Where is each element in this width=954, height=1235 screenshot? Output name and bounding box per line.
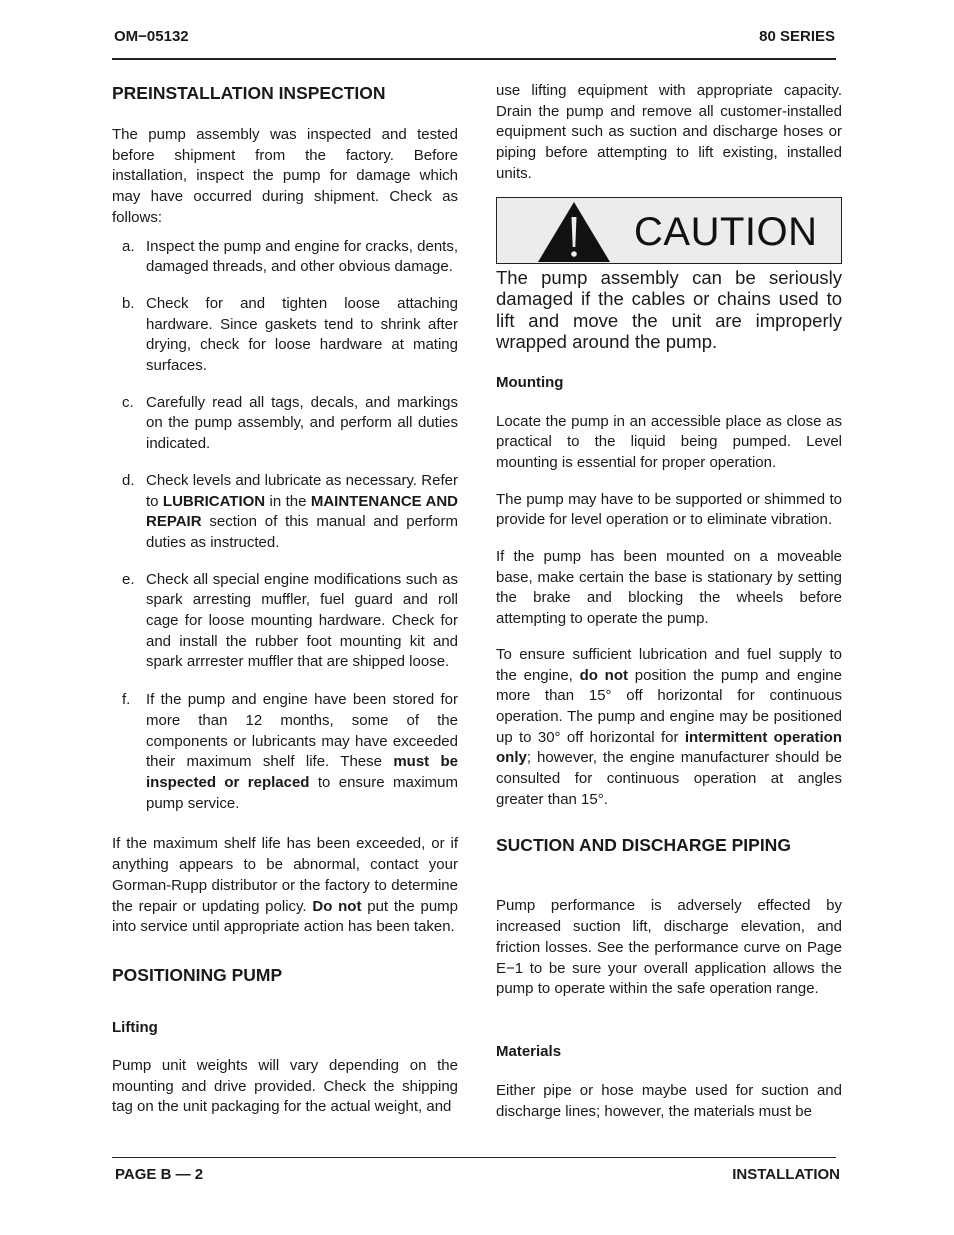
shelf-life-paragraph: If the maximum shelf life has been exceeded, or if anything appears to be abnormal, contact your Gorman-Rupp distributor or the factory to determine the repair or updating policy. Do not put the pump into service until appropriate action has been taken.: [112, 835, 458, 936]
page-number: PAGE B — 2: [115, 1166, 204, 1183]
caution-box: [496, 197, 842, 264]
lifting-heading: Lifting: [112, 1018, 158, 1036]
list-item-text: Check all special engine modifications such as spark arresting muffler, fuel guard and roll cage for loose mounting hardware. Check for and install the rubber foot mounting kit and spark arrrester muffler that are shipped loose.: [146, 570, 458, 671]
list-item-label: d.: [122, 471, 135, 489]
list-item: [112, 237, 458, 278]
list-item-label: e.: [122, 570, 135, 588]
mounting-paragraph-3: If the pump has been mounted on a moveable base, make certain the base is stationary by setting the brake and blocking the wheels before attempting to operate the pump.: [496, 548, 842, 628]
list-item: [112, 471, 458, 554]
mounting-heading: Mounting: [496, 373, 564, 391]
list-item: [112, 690, 458, 814]
right-column: [496, 81, 842, 1122]
materials-paragraph: Either pipe or hose maybe used for suction and discharge lines; however, the materials must be: [496, 1081, 842, 1120]
footer-rule: [112, 1157, 836, 1158]
list-item-text: Check levels and lubricate as necessary. Refer to LUBRICATION in the MAINTENANCE AND REPAIR section of this manual and perform duties as instructed.: [146, 471, 458, 551]
list-item-text: Inspect the pump and engine for cracks, dents, damaged threads, and other obvious damage.: [146, 237, 458, 276]
list-item-text: If the pump and engine have been stored for more than 12 months, some of the components or lubricants may have exceeded their maximum shelf life. These must be inspected or replaced to ensure maximum pump service.: [146, 691, 458, 812]
lifting-paragraph: Pump unit weights will vary depending on the mounting and drive provided. Check the shipping tag on the unit packaging for the actual weight, and: [112, 1056, 458, 1116]
caution-message: The pump assembly can be seriously damaged if the cables or chains used to lift and move the unit are improperly wrapped around the pump.: [496, 266, 842, 353]
mounting-paragraph-2: The pump may have to be supported or shimmed to provide for level operation or to eliminate vibration.: [496, 490, 842, 529]
list-item-label: b.: [122, 294, 135, 312]
suction-paragraph: Pump performance is adversely effected by increased suction lift, discharge elevation, and friction losses. See the performance curve on Page E−1 to be sure your overall application allows the pump to operate within the safe operation range.: [496, 897, 842, 998]
preinstallation-heading: PREINSTALLATION INSPECTION: [112, 83, 386, 103]
doc-number: OM−05132: [114, 28, 189, 45]
header-rule: [112, 58, 836, 60]
preinstallation-intro: The pump assembly was inspected and tested before shipment from the factory. Before installation, inspect the pump for damage which may have occurred during shipment. Check as follows:: [112, 126, 458, 226]
suction-discharge-heading: SUCTION AND DISCHARGE PIPING: [496, 835, 791, 856]
mounting-paragraph-1: Locate the pump in an accessible place as close as practical to the liquid being pumped. Level mounting is essential for proper operation.: [496, 412, 842, 471]
list-item-label: f.: [122, 691, 131, 709]
caution-label: CAUTION: [634, 209, 818, 254]
list-item: [112, 294, 458, 377]
list-item-text: Carefully read all tags, decals, and markings on the pump assembly, and perform all duties indicated.: [146, 393, 458, 453]
list-item-label: a.: [122, 237, 135, 255]
list-item-label: c.: [122, 393, 134, 411]
positioning-pump-heading: POSITIONING PUMP: [112, 964, 283, 985]
list-item: [112, 570, 458, 674]
materials-heading: Materials: [496, 1042, 562, 1060]
section-label: INSTALLATION: [732, 1166, 840, 1183]
left-column: [112, 82, 458, 1118]
list-item-text: Check for and tighten loose attaching hardware. Since gaskets tend to shrink after drying, check for loose hardware at mating surfaces.: [146, 294, 458, 375]
series-label: 80 SERIES: [759, 28, 835, 45]
warning-triangle-icon: [537, 201, 611, 263]
lifting-continued-paragraph: use lifting equipment with appropriate capacity. Drain the pump and remove all customer-installed equipment such as suction and discharge hoses or piping before attempting to lift existing, installed units.: [496, 82, 842, 182]
list-item: [112, 393, 458, 455]
lubrication-paragraph: To ensure sufficient lubrication and fuel supply to the engine, do not position the pump and engine more than 15° off horizontal for continuous operation. The pump and engine may be positioned up to 30° off horizontal for intermittent operation only; however, the engine manufacturer should be consulted for continuous operation at angles greater than 15°.: [496, 645, 842, 808]
